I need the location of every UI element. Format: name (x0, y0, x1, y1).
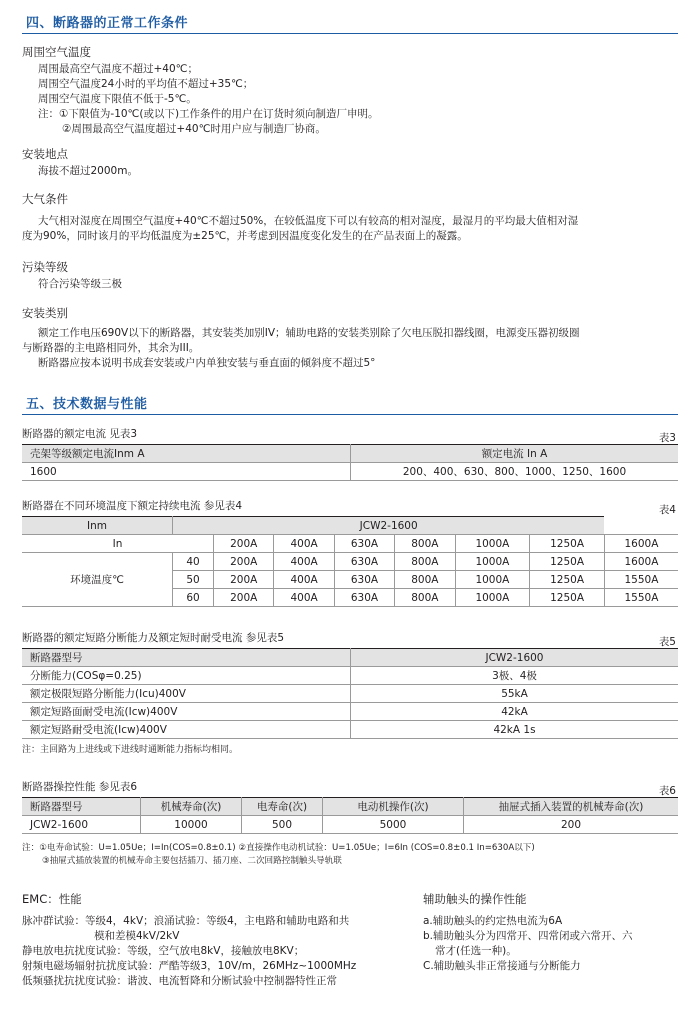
aux-line-3: 常才(任选一种)。 (435, 945, 517, 957)
table-cell: 分断能力(COSφ=0.25) (22, 667, 351, 685)
table-cell: 630A (334, 553, 394, 571)
table-cell: 200A (214, 571, 274, 589)
table-cell: 200A (214, 535, 274, 553)
table-6-note-2: ③抽屉式插放装置的机械寿命主要包括插刀、插刀座、二次回路控制触头导轨联 (42, 856, 342, 866)
table-cell: 1000A (455, 571, 530, 589)
ambient-line-2: 周围空气温度24小时的平均值不超过+35℃； (38, 78, 254, 90)
ambient-line-3: 周围空气温度下限值不低于-5℃。 (38, 93, 197, 105)
table-cell: 1600 (22, 463, 351, 481)
table-cell: 400A (274, 589, 334, 607)
table-cell: 500 (242, 816, 323, 834)
table-cell: 额定极限短路分断能力(Icu)400V (22, 685, 351, 703)
table-cell: 630A (334, 589, 394, 607)
table-cell: 1250A (530, 589, 605, 607)
atmos-line-1: 大气相对湿度在周围空气温度+40℃不超过50%，在较低温度下可以有较高的相对湿度，最湿月的平均最大值相对湿 (38, 215, 579, 227)
table-header-cell: 壳架等级额定电流Inm A (22, 445, 351, 463)
table-cell: 630A (334, 535, 394, 553)
pollution-heading: 污染等级 (22, 260, 68, 274)
table-cell: 42kA (351, 703, 679, 721)
table-cell: 60 (173, 589, 214, 607)
table-cell: 3极、4极 (351, 667, 679, 685)
table-header-cell: 机械寿命(次) (141, 798, 242, 816)
table-6 (22, 797, 678, 834)
pollution-text: 符合污染等级三极 (38, 278, 122, 290)
section-divider (22, 414, 678, 415)
emc-line-5: 低频骚扰抗扰度试验：谐波、电流暂降和分断试验中控制器特性正常 (22, 975, 337, 987)
table-cell: 5000 (323, 816, 464, 834)
table-cell: 800A (395, 535, 455, 553)
atmos-line-2: 度为90%，同时该月的平均低温度为±25℃，并考虑到因温度变化发生的在产品表面上的凝露。 (22, 230, 468, 242)
table-cell: 1550A (604, 589, 678, 607)
table-cell: 50 (173, 571, 214, 589)
table-header-cell: JCW2-1600 (173, 517, 605, 535)
aux-line-1: a.辅助触头的约定热电流为6A (423, 915, 563, 927)
ambient-line-1: 周围最高空气温度不超过+40℃； (38, 63, 198, 75)
install-line-2: 与断路器的主电路相同外，其余为III。 (22, 342, 200, 354)
table-cell: In (22, 535, 214, 553)
table-cell: 800A (395, 571, 455, 589)
site-text: 海拔不超过2000m。 (38, 165, 138, 177)
section-divider (22, 33, 678, 34)
table-cell: 环境温度℃ (22, 553, 173, 607)
table-5 (22, 648, 678, 739)
table-3 (22, 444, 678, 481)
table-5-caption: 断路器的额定短路分断能力及额定短时耐受电流 参见表5 (22, 632, 285, 644)
table-cell: 200 (464, 816, 679, 834)
table-cell: 40 (173, 553, 214, 571)
table-cell: 10000 (141, 816, 242, 834)
emc-heading: EMC：性能 (22, 892, 82, 906)
table-cell: 额定短路耐受电流(Icw)400V (22, 721, 351, 739)
table-cell: 42kA 1s (351, 721, 679, 739)
table-cell: 400A (274, 553, 334, 571)
table-header-cell: JCW2-1600 (351, 649, 679, 667)
table-cell: 200、400、630、800、1000、1250、1600 (351, 463, 679, 481)
table-4 (22, 516, 678, 607)
table-3-label: 表3 (658, 432, 676, 444)
table-cell: 额定短路面耐受电流(Icw)400V (22, 703, 351, 721)
table-cell: 1250A (530, 535, 605, 553)
table-cell: 1000A (455, 535, 530, 553)
table-cell: 1000A (455, 589, 530, 607)
section-4-title: 四、断路器的正常工作条件 (26, 16, 189, 31)
ambient-heading: 周围空气温度 (22, 45, 91, 59)
table-cell: 630A (334, 571, 394, 589)
install-line-1: 额定工作电压690V以下的断路器，其安装类加别IV；辅助电路的安装类别除了欠电压脱扣器线圈，电源变压器初级圈 (38, 327, 580, 339)
table-cell: 400A (274, 535, 334, 553)
table-6-note-1: 注：①电寿命试验：U=1.05Ue；I=In(COS=0.8±0.1) ②直接操作电动机试验：U=1.05Ue；I=6In (COS=0.8±0.1 In=630A以下) (22, 843, 535, 853)
install-line-3: 断路器应按本说明书成套安装或户内单独安装与垂直面的倾斜度不超过5° (38, 357, 376, 369)
table-cell: 1600A (604, 535, 678, 553)
aux-line-2: b.辅助触头分为四常开、四常闭或六常开、六 (423, 930, 633, 942)
section-5-title: 五、技术数据与性能 (26, 397, 148, 412)
emc-line-2: 模和差模4kV/2kV (94, 930, 180, 942)
table-cell: 800A (395, 553, 455, 571)
table-cell: 1250A (530, 553, 605, 571)
table-4-caption: 断路器在不同环境温度下额定持续电流 参见表4 (22, 500, 243, 512)
table-cell: 1000A (455, 553, 530, 571)
table-cell: 55kA (351, 685, 679, 703)
site-heading: 安装地点 (22, 147, 68, 161)
section-5-header (22, 393, 678, 415)
table-header-cell: 电寿命(次) (242, 798, 323, 816)
table-5-note: 注：主回路为上进线或下进线时通断能力指标均相同。 (22, 745, 239, 755)
emc-line-1: 脉冲群试验：等级4，4kV；浪涌试验：等级4，主电路和辅助电路和共 (22, 915, 350, 927)
section-4-header (22, 12, 678, 34)
table-cell: 1550A (604, 571, 678, 589)
table-header-cell: 电动机操作(次) (323, 798, 464, 816)
aux-line-4: C.辅助触头非正常接通与分断能力 (423, 960, 581, 972)
table-6-caption: 断路器操控性能 参见表6 (22, 781, 138, 793)
table-cell: 400A (274, 571, 334, 589)
table-6-label: 表6 (658, 785, 676, 797)
table-header-cell: 断路器型号 (22, 649, 351, 667)
atmos-heading: 大气条件 (22, 192, 68, 206)
table-4-label: 表4 (658, 504, 676, 516)
ambient-note-2: ②周围最高空气温度超过+40℃时用户应与制造厂协商。 (62, 123, 326, 135)
table-cell: 1600A (604, 553, 678, 571)
table-cell: 1250A (530, 571, 605, 589)
table-3-caption: 断路器的额定电流 见表3 (22, 428, 138, 440)
table-cell: 800A (395, 589, 455, 607)
table-cell: JCW2-1600 (22, 816, 141, 834)
table-cell: 200A (214, 589, 274, 607)
ambient-note-1: 注：①下限值为-10℃(或以下)工作条件的用户在订货时须向制造厂申明。 (38, 108, 379, 120)
table-header-cell: Inm (22, 517, 173, 535)
aux-heading: 辅助触头的操作性能 (423, 892, 527, 906)
table-header-cell: 断路器型号 (22, 798, 141, 816)
emc-line-4: 射频电磁场辐射抗扰度试验：严酷等级3，10V/m，26MHz~1000MHz (22, 960, 357, 972)
table-header-cell: 额定电流 In A (351, 445, 679, 463)
install-heading: 安装类别 (22, 306, 68, 320)
table-5-label: 表5 (658, 636, 676, 648)
table-header-cell: 抽屉式插入装置的机械寿命(次) (464, 798, 679, 816)
table-cell: 200A (214, 553, 274, 571)
emc-line-3: 静电放电抗扰度试验：等级，空气放电8kV，接触放电8KV； (22, 945, 305, 957)
